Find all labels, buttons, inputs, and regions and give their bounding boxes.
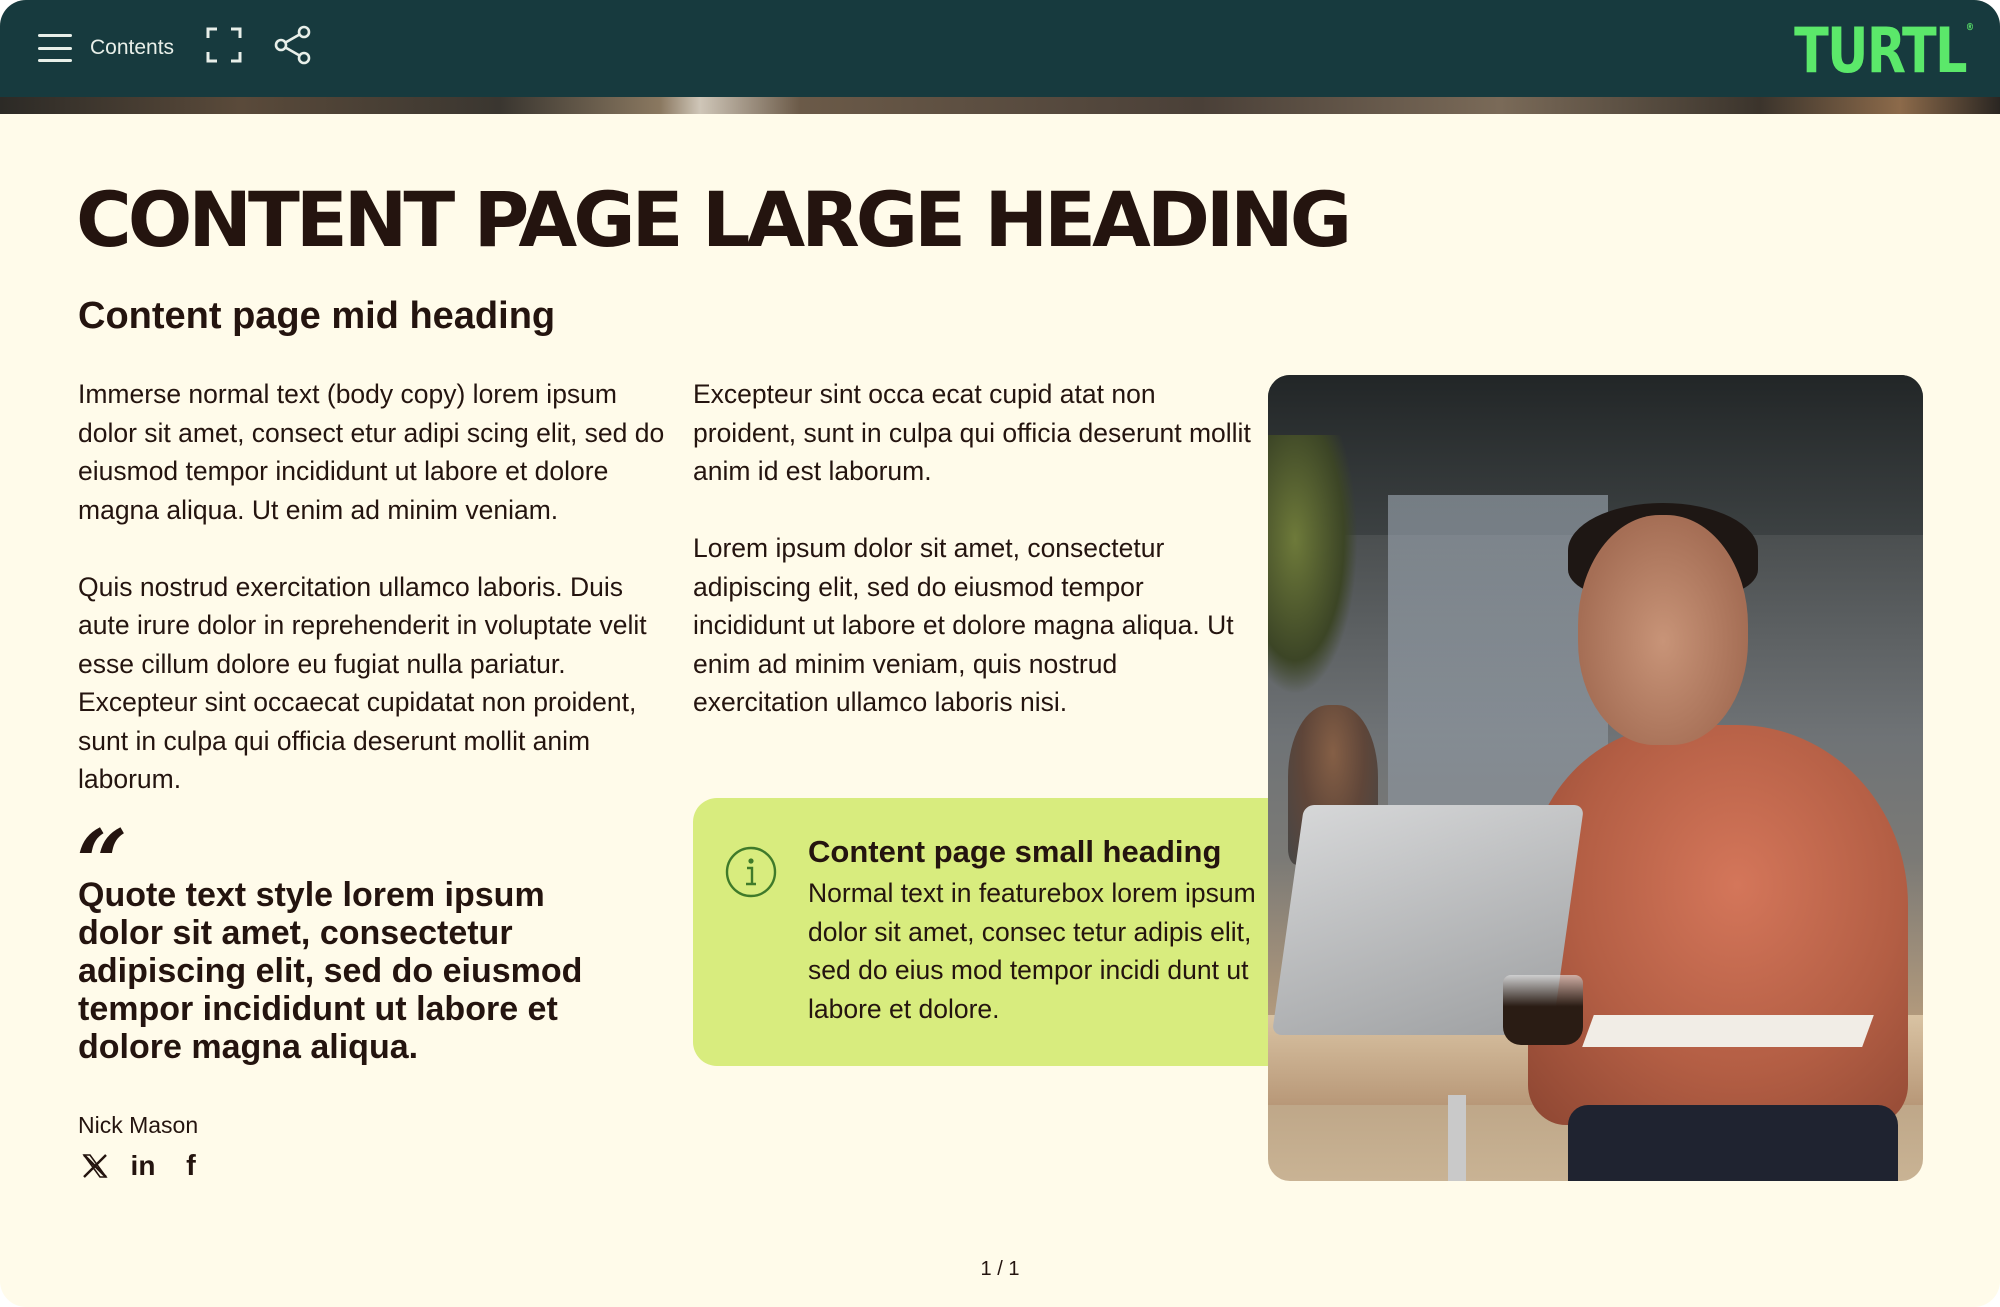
fullscreen-button[interactable] [206, 27, 242, 63]
linkedin-icon[interactable]: in [130, 1150, 156, 1181]
share-button[interactable] [274, 25, 312, 65]
body-paragraph: Excepteur sint occa ecat cupid atat non proident, sunt in culpa qui officia deserunt mollit anim id est laborum. [693, 379, 1251, 486]
body-paragraph: Quis nostrud exercitation ullamco laboris. Duis aute irure dolor in reprehenderit in voluptate velit esse cillum dolore eu fugiat nulla pariatur. Excepteur sint occaecat cupidatat non proident, sunt in culpa qui officia deserunt mollit anim laborum. [78, 571, 647, 794]
quote-text: Quote text style lorem ipsum dolor sit amet, consectetur adipiscing elit, sed do eiusmod tempor incididunt ut labore et dolore magna aliqua. [78, 876, 583, 1066]
body-column-left [78, 375, 678, 799]
top-bar [0, 0, 2000, 97]
page-indicator: 1 / 1 [980, 1258, 1020, 1280]
facebook-icon[interactable]: f [186, 1149, 196, 1182]
hamburger-icon [38, 34, 72, 62]
info-icon [725, 846, 777, 898]
x-icon[interactable] [80, 1150, 110, 1182]
contents-button[interactable] [38, 28, 174, 68]
fullscreen-icon [206, 27, 242, 63]
quote-mark-icon [76, 818, 128, 868]
body-paragraph: Immerse normal text (body copy) lorem ipsum dolor sit amet, consect etur adipi scing elit, sed do eiusmod tempor incididunt ut labore et dolore magna aliqua. Ut enim ad minim veniam. [78, 379, 665, 525]
featurebox-heading: Content page small heading [808, 834, 1222, 869]
page-mid-heading: Content page mid heading [78, 295, 556, 337]
contents-label: Contents [90, 36, 175, 59]
author-socials [80, 1150, 206, 1182]
turtl-logo[interactable]: TURTL® [1793, 14, 1972, 87]
body-column-right [693, 375, 1253, 722]
featurebox-text: Normal text in featurebox lorem ipsum dolor sit amet, consec tetur adipis elit, sed do eius mod tempor incidi dunt ut labore et dolore. [808, 878, 1256, 1024]
man-with-laptop-photo [1268, 375, 1923, 1181]
share-icon [274, 25, 312, 65]
header-image-strip [0, 97, 2000, 114]
quote-author: Nick Mason [78, 1112, 199, 1138]
featurebox [693, 798, 1307, 1066]
page-large-heading: CONTENT PAGE LARGE HEADING [76, 175, 1349, 264]
body-paragraph: Lorem ipsum dolor sit amet, consectetur adipiscing elit, sed do eiusmod tempor incididunt ut labore et dolore magna aliqua. Ut enim ad minim veniam, quis nostrud exercitation ullamco laboris nisi. [693, 533, 1234, 717]
